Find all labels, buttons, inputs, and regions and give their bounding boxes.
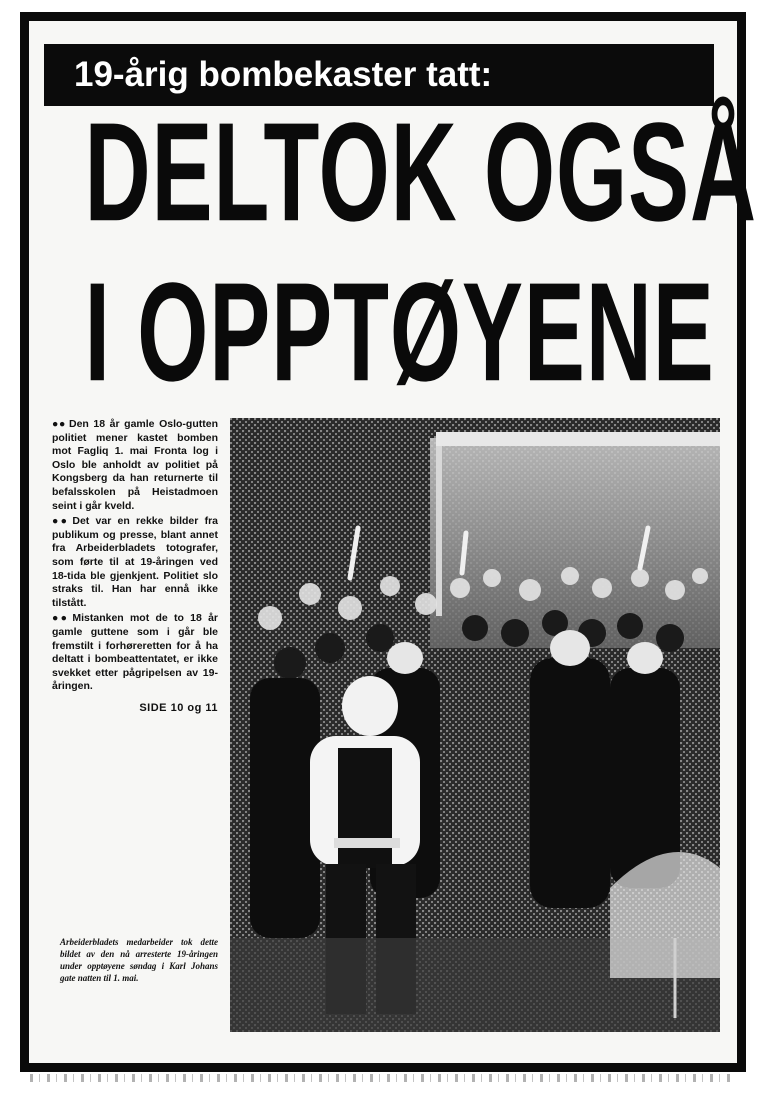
scan-artifact-strip [30,1074,736,1082]
bullet-marker: ●● [52,515,70,528]
paragraph-text: Det var en rekke bilder fra publikum og presse, blant annet fra Arbeiderbladets totografer, som førte til at 19-åringen ved 18-tida ble gjenkjent. Politiet slo straks til. Han har ennå ikke tilstått. [52,515,219,609]
article-paragraph-3 [52,612,218,694]
headline-line-1: DELTOK OGSÅ [84,94,757,252]
bullet-marker: ●● [52,418,66,430]
bullet-marker: ●● [52,612,70,625]
kicker-banner: 19-årig bombekaster tatt: [44,44,714,106]
paragraph-text: Mistanken mot de to 18 år gamle guttene som i går ble fremstilt i forhøreretten for å ha deltatt i bombeattentatet, er ikke svekket etter pågripelsen av 19-åringen. [52,612,218,693]
crowd-photo-illustration [230,418,720,1032]
news-photo-crowd [230,418,720,1032]
headline-line-2: I OPPTØYENE [84,254,715,412]
paragraph-text: Den 18 år gamle Oslo-gutten politiet mener kastet bomben mot Fagliq 1. mai Fronta log i Oslo ble anholdt av politiet på Kongsberg da han returnerte til befalsskolen på Heistadmoen seint i går kveld. [52,418,218,512]
page-reference: SIDE 10 og 11 [139,701,218,714]
article-column [52,418,218,715]
article-paragraph-1 [52,418,218,513]
photo-caption: Arbeiderbladets medarbeider tok dette bildet av den nå arresterte 19-åringen under opptøyene søndag i Karl Johans gate natten til 1. mai. [60,937,218,983]
article-paragraph-2 [52,515,218,610]
